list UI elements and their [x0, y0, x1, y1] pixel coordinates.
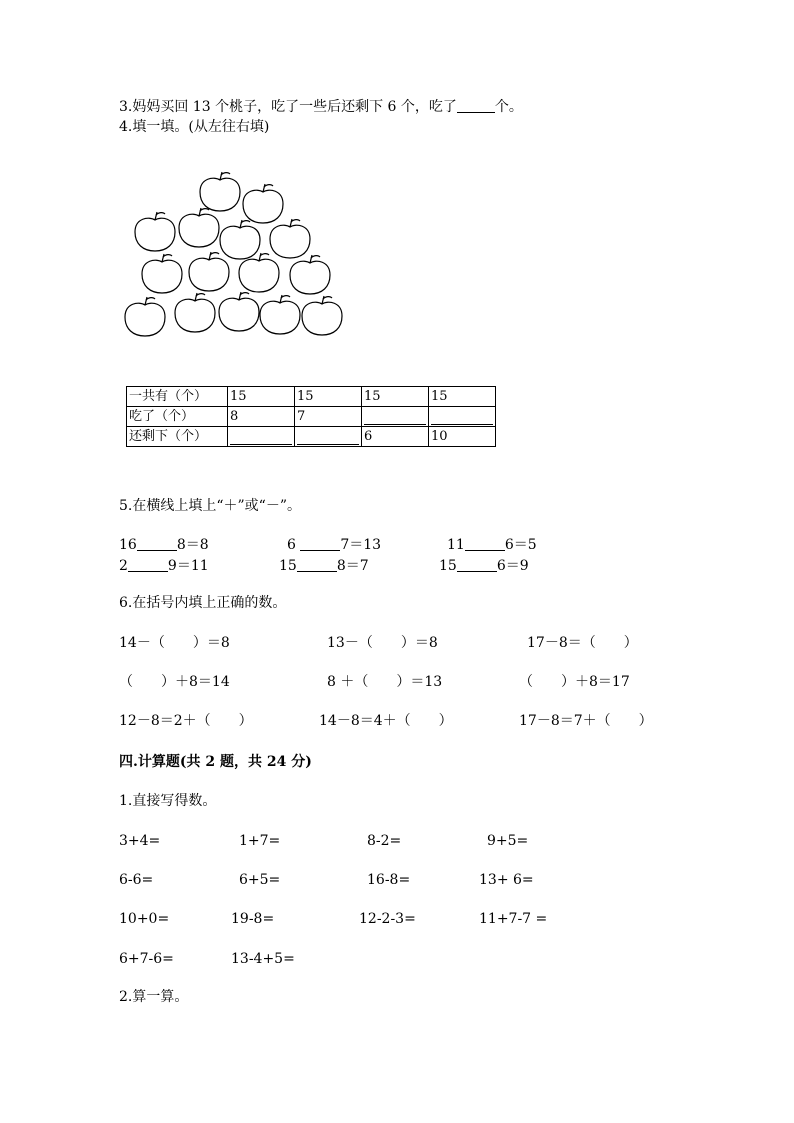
- row-label: 一共有（个）: [127, 387, 228, 407]
- apple-icon: [175, 293, 215, 332]
- calc-item[interactable]: 10+0=: [119, 911, 170, 927]
- apple-icon: [125, 297, 165, 336]
- apple-icon: [189, 252, 229, 291]
- table-row: [127, 407, 496, 427]
- apple-icon: [142, 254, 182, 293]
- bracket-item[interactable]: 12－8＝2＋（ ）: [119, 713, 253, 729]
- apple-icon: [260, 295, 300, 334]
- row-label: 吃了（个）: [127, 407, 228, 427]
- apple-icon: [135, 212, 175, 251]
- answer-blank[interactable]: [364, 424, 426, 425]
- equation-rest: 6＝5: [504, 537, 537, 553]
- table-cell: 10: [429, 427, 496, 447]
- calc-item[interactable]: 19-8=: [231, 911, 275, 927]
- bracket-item[interactable]: （ ）＋8＝17: [519, 674, 630, 690]
- sign-item: [287, 536, 381, 554]
- table-cell: 15: [429, 387, 496, 407]
- sign-item: [447, 536, 537, 554]
- apple-icon: [270, 219, 310, 258]
- operand: 2: [119, 558, 128, 574]
- question-6-title: 6.在括号内填上正确的数。: [119, 595, 287, 611]
- operand: 15: [279, 558, 297, 574]
- operand: 16: [119, 537, 137, 553]
- question-3: [119, 98, 523, 116]
- calc-item[interactable]: 11+7-7 =: [479, 911, 548, 927]
- calc-1-title: 1.直接写得数。: [119, 793, 217, 809]
- table-cell: 15: [228, 387, 295, 407]
- answer-cell[interactable]: [429, 407, 496, 427]
- equation-rest: 8＝8: [176, 537, 209, 553]
- answer-blank[interactable]: [457, 98, 495, 113]
- apple-icon: [219, 292, 259, 331]
- operand: 6: [287, 537, 301, 553]
- calc-item[interactable]: 6+5=: [239, 872, 281, 888]
- calc-item[interactable]: 12-2-3=: [359, 911, 416, 927]
- answer-cell[interactable]: [295, 427, 362, 447]
- calc-item[interactable]: 16-8=: [367, 872, 411, 888]
- answer-cell[interactable]: [228, 427, 295, 447]
- equation-rest: 7＝13: [340, 537, 382, 553]
- table-row: [127, 387, 496, 407]
- calc-item[interactable]: 9+5=: [487, 833, 529, 849]
- bracket-item[interactable]: 17－8＝（ ）: [527, 635, 638, 651]
- calc-item[interactable]: 13-4+5=: [231, 951, 295, 967]
- sign-item: [279, 557, 369, 575]
- apples-illustration: [118, 168, 348, 340]
- calc-item[interactable]: 6-6=: [119, 872, 154, 888]
- calc-item[interactable]: 13+ 6=: [479, 872, 534, 888]
- bracket-item[interactable]: 17－8＝7＋（ ）: [519, 713, 653, 729]
- bracket-item[interactable]: （ ）＋8＝14: [119, 674, 230, 690]
- bracket-item[interactable]: 13－（ ）＝8: [327, 635, 438, 651]
- apple-icon: [179, 208, 219, 247]
- answer-blank[interactable]: [465, 536, 505, 551]
- sign-item: [439, 557, 529, 575]
- equation-rest: 9＝11: [167, 558, 209, 574]
- calc-item[interactable]: 8-2=: [367, 833, 402, 849]
- apple-icon: [302, 296, 342, 335]
- operand: 15: [439, 558, 457, 574]
- equation-rest: 6＝9: [496, 558, 529, 574]
- bracket-item[interactable]: 14－（ ）＝8: [119, 635, 230, 651]
- calc-2-title: 2.算一算。: [119, 989, 189, 1005]
- question-3-text: 3.妈妈买回 13 个桃子，吃了一些后还剩下 6 个，吃了: [119, 99, 457, 115]
- answer-blank[interactable]: [457, 557, 497, 572]
- answer-blank[interactable]: [137, 536, 177, 551]
- apple-icon: [220, 220, 260, 259]
- answer-blank[interactable]: [128, 557, 168, 572]
- calc-item[interactable]: 3+4=: [119, 833, 161, 849]
- bracket-item[interactable]: 8 ＋（ ）＝13: [327, 674, 443, 690]
- table-cell: 7: [295, 407, 362, 427]
- answer-blank[interactable]: [297, 444, 359, 445]
- row-label: 还剩下（个）: [127, 427, 228, 447]
- sign-item: [119, 557, 209, 575]
- fill-table: [126, 386, 496, 447]
- answer-cell[interactable]: [362, 407, 429, 427]
- answer-blank[interactable]: [297, 557, 337, 572]
- table-cell: 15: [295, 387, 362, 407]
- equation-rest: 8＝7: [336, 558, 369, 574]
- bracket-item[interactable]: 14－8＝4＋（ ）: [319, 713, 453, 729]
- calc-item[interactable]: 1+7=: [239, 833, 281, 849]
- answer-blank[interactable]: [230, 444, 292, 445]
- section-4-title: 四.计算题(共 2 题，共 24 分): [119, 754, 312, 770]
- table-cell: 8: [228, 407, 295, 427]
- sign-item: [119, 536, 209, 554]
- operand: 11: [447, 537, 465, 553]
- apple-icon: [243, 184, 283, 223]
- question-4-title: 4.填一填。(从左往右填): [119, 119, 270, 135]
- table-cell: 15: [362, 387, 429, 407]
- apple-icon: [290, 255, 330, 294]
- answer-blank[interactable]: [431, 424, 493, 425]
- question-5-title: 5.在横线上填上“＋”或“－”。: [119, 498, 301, 514]
- question-3-suffix: 个。: [494, 99, 523, 115]
- table-cell: 6: [362, 427, 429, 447]
- table-row: [127, 427, 496, 447]
- apple-icon: [200, 172, 240, 211]
- calc-item[interactable]: 6+7-6=: [119, 951, 174, 967]
- answer-blank[interactable]: [300, 536, 340, 551]
